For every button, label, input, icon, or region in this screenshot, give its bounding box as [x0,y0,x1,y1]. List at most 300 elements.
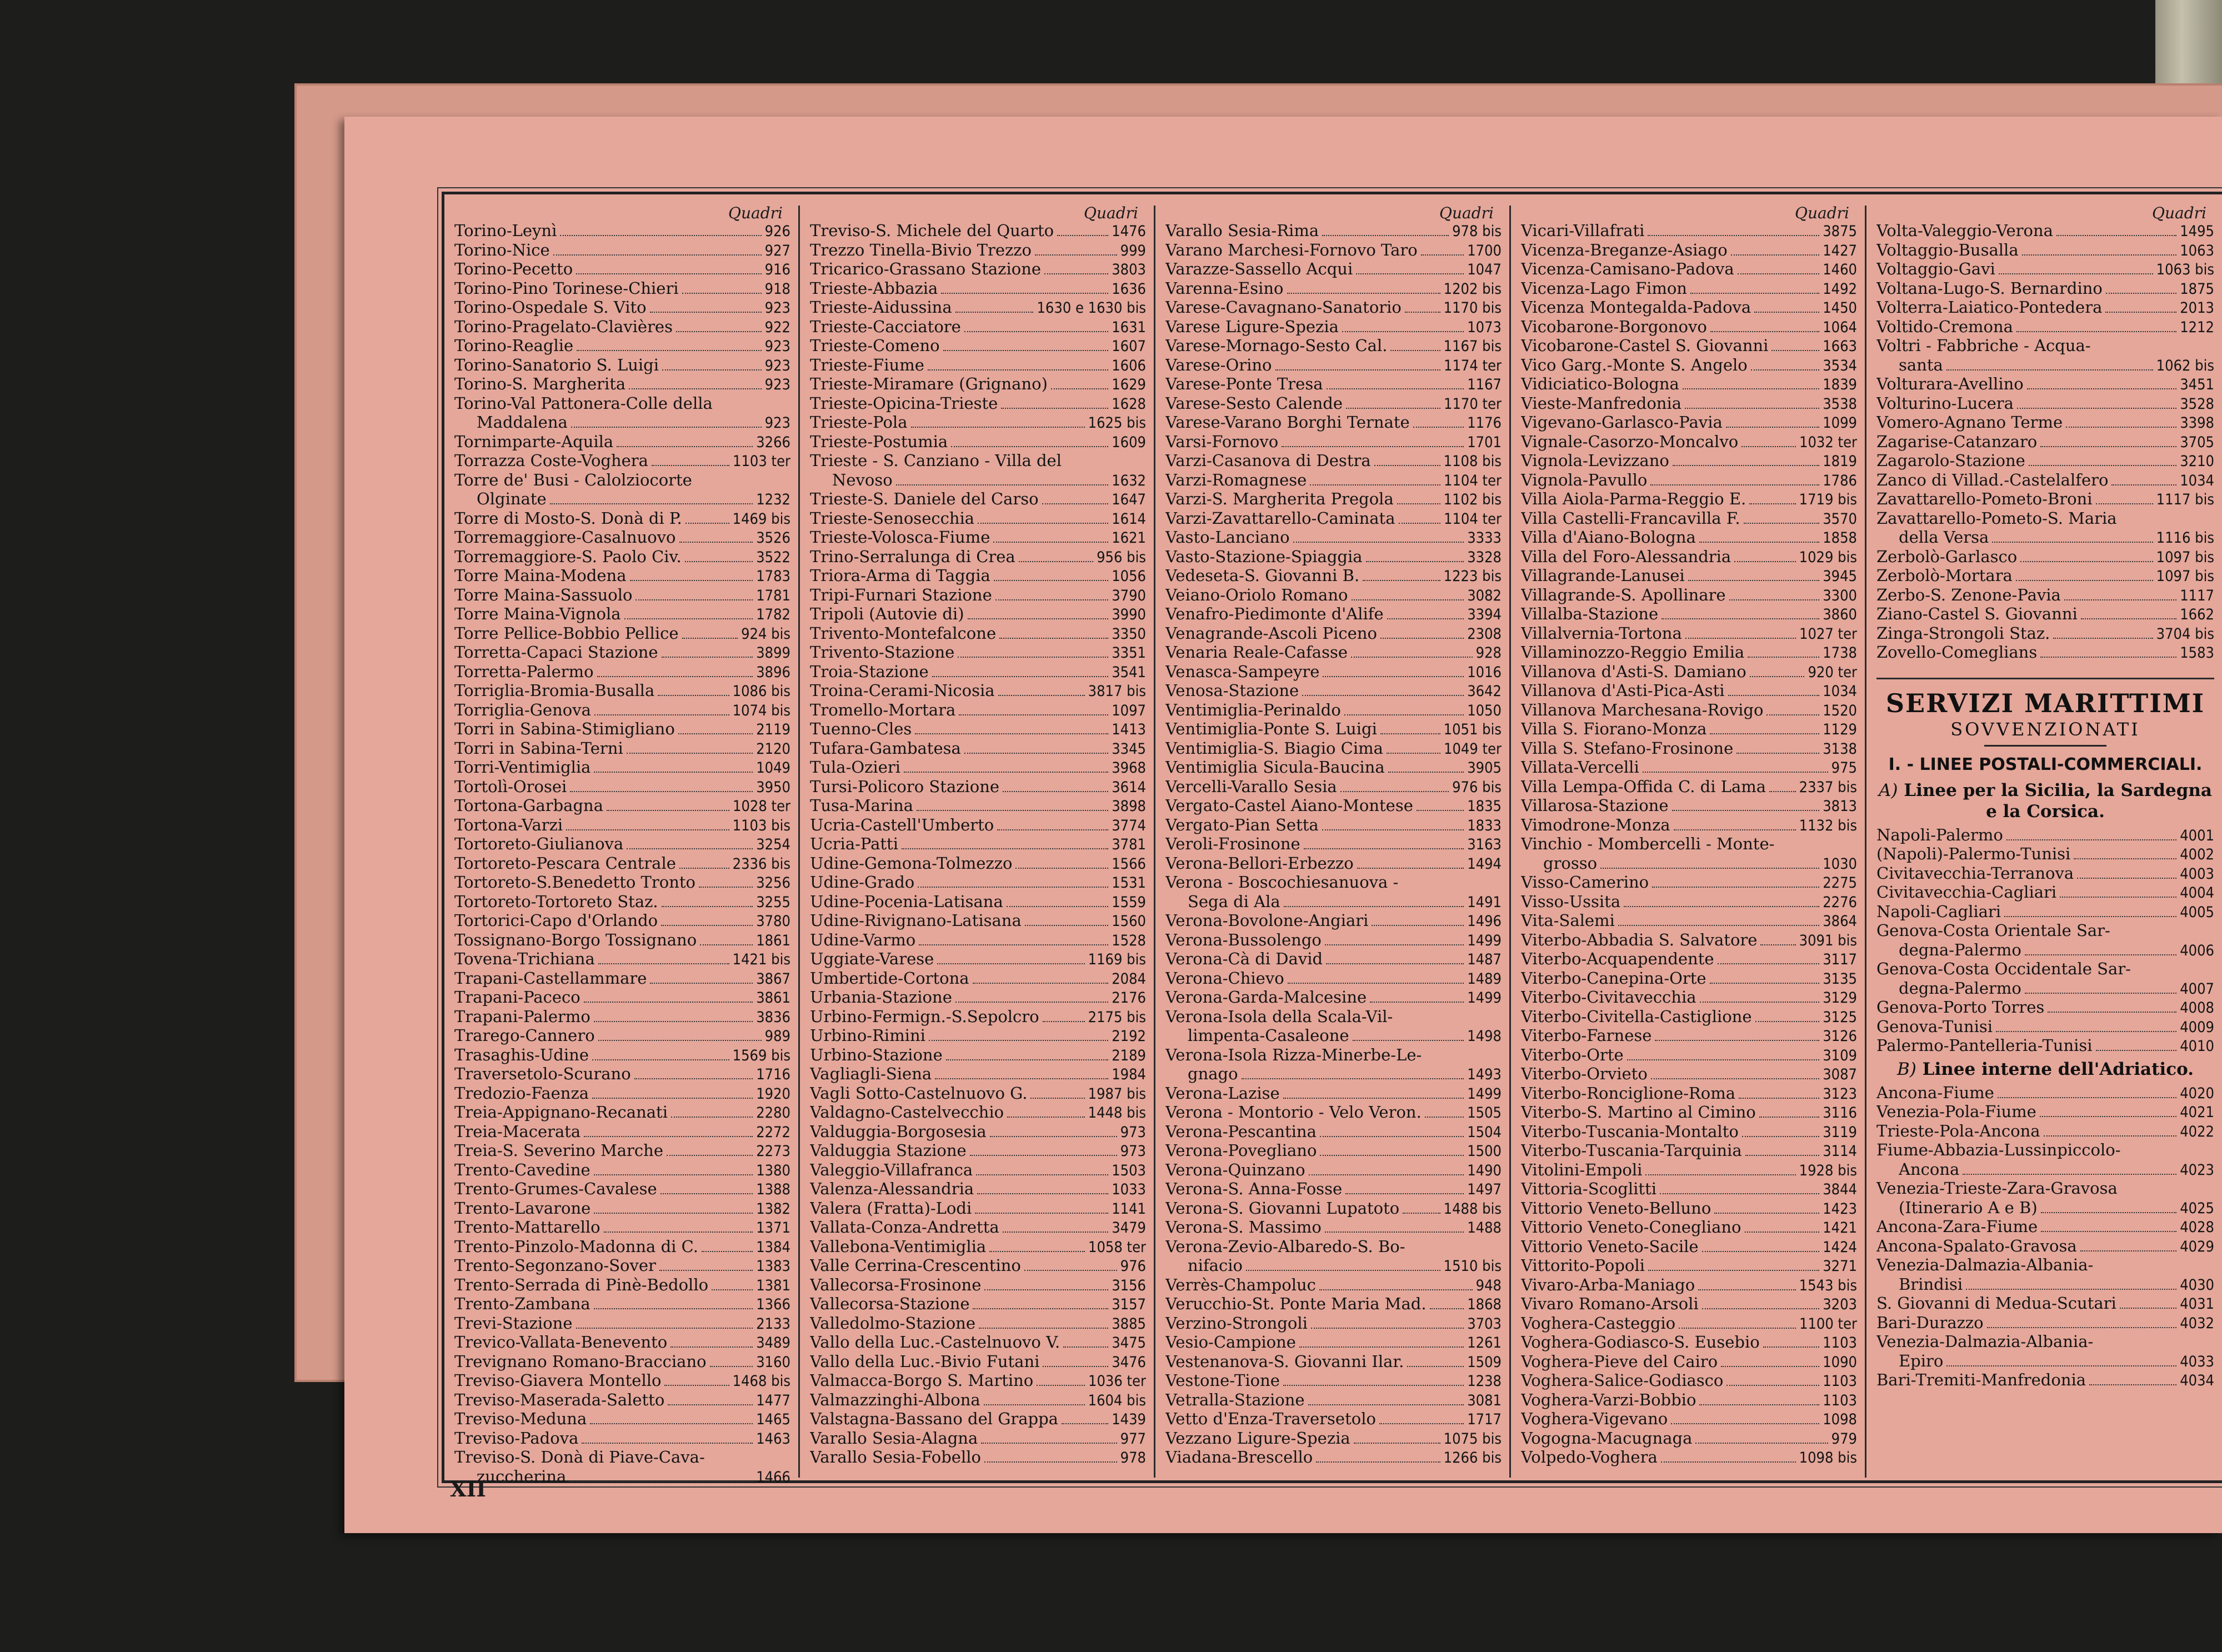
entry-name: Torre di Mosto-S. Donà di P. [454,508,682,528]
entry-number: 3117 [1823,951,1857,968]
entry-number: 1819 [1823,453,1857,470]
entry-number: 1170 bis [1443,299,1502,317]
page-number: XII [450,1476,487,1501]
leader-dots [1600,868,1819,869]
leader-dots [2056,235,2176,236]
entry-number: 4023 [2180,1161,2214,1179]
index-entry [1876,298,2214,317]
entry-number: 1170 ter [1444,395,1502,413]
entry-number: 3867 [756,970,790,988]
leader-dots [2017,408,2176,409]
entry-name: Sega di Ala [1188,892,1280,911]
leader-dots [1726,427,1819,428]
entry-name: Verona - Montorio - Velo Veron. [1165,1103,1422,1122]
leader-dots [1655,1040,1819,1041]
entry-name: Voghera-Pieve del Cairo [1521,1351,1718,1371]
leader-dots [1325,944,1464,945]
row-list [454,221,790,1486]
index-entry [1876,470,2214,490]
entry-name: Valeggio-Villafranca [810,1160,973,1179]
entry-name: Varenna-Esino [1165,278,1284,298]
leader-dots [682,638,738,639]
leader-dots [2053,638,2153,639]
entry-name: Voltana-Lugo-S. Bernardino [1876,278,2103,298]
leader-dots [1380,638,1464,639]
leader-dots [550,503,753,504]
entry-number: 1858 [1823,529,1857,547]
index-entry [810,604,1146,624]
index-entry [1876,998,2214,1017]
entry-number: 956 bis [1097,548,1146,566]
entry-name: Tredozio-Faenza [454,1083,589,1103]
leader-dots [1288,983,1464,984]
index-entry [1876,979,2214,998]
index-entry [1521,509,1857,528]
entry-number: 3836 [756,1008,790,1026]
index-entry [810,356,1146,375]
entry-number: 4030 [2180,1276,2214,1294]
entry-number: 1509 [1467,1353,1502,1371]
index-entry [454,1007,790,1027]
entry-name: Villa d'Aiano-Bologna [1521,528,1696,547]
leader-dots [1643,772,1828,773]
index-entry [1521,1429,1857,1448]
entry-name: Vivaro Romano-Arsoli [1521,1294,1699,1313]
index-entry [1521,1160,1857,1180]
entry-name: Trento-Serrada di Pinè-Bedollo [454,1275,709,1294]
entry-name: Treviso-Meduna [454,1409,587,1428]
entry-number: 1719 bis [1799,491,1857,508]
leader-dots [2064,599,2176,600]
leader-dots [941,293,1108,294]
leader-dots [1759,1117,1819,1118]
entry-number: 1490 [1467,1162,1502,1179]
entry-name: Treia-Appignano-Recanati [454,1103,668,1122]
entry-number: 1383 [756,1258,790,1275]
index-entry [1521,298,1857,317]
entry-name: Vignola-Pavullo [1521,470,1648,489]
leader-dots [1372,925,1464,926]
index-entry [1521,988,1857,1007]
index-entry [1165,1333,1502,1352]
index-entry [454,700,790,720]
leader-dots [1015,868,1108,869]
index-entry [1165,700,1502,720]
leader-dots [660,1193,753,1194]
section-heading: I. - LINEE POSTALI-COMMERCIALI. [1888,754,2203,774]
leader-dots [1750,676,1805,677]
entry-number: 1103 [1823,1334,1857,1351]
entry-name: Vittoria-Scoglitti [1521,1179,1657,1198]
entry-number: 3781 [1112,836,1146,853]
entry-name: Viterbo-Canepina-Orte [1521,968,1706,988]
entry-name: Udine-Rivignano-Latisana [810,911,1022,930]
leader-dots [1302,695,1464,696]
entry-name: Valstagna-Bassano del Grappa [810,1409,1058,1428]
entry-number: 1049 [756,759,790,777]
entry-name: Voltaggio-Busalla [1876,240,2019,259]
index-entry [1876,317,2214,337]
leader-dots [594,1213,753,1214]
leader-dots [629,388,761,389]
entry-name: zuccherina [477,1466,567,1486]
entry-number: 3968 [1112,759,1146,777]
leader-dots [2106,293,2176,294]
entry-number: 1371 [756,1219,790,1237]
leader-dots [2105,312,2176,313]
entry-number: 3774 [1112,817,1146,834]
index-entry [1521,336,1857,356]
leader-dots [1304,848,1464,849]
index-entry [454,394,790,413]
index-entry [1876,1351,2214,1371]
entry-name: Trento-Grumes-Cavalese [454,1179,657,1198]
entry-number: 1261 [1467,1334,1502,1351]
entry-name: Vinchio - Mombercelli - Monte- [1521,834,1775,853]
entry-name: Vittorio Veneto-Conegliano [1521,1218,1741,1237]
entry-name: Torino-Pino Torinese-Chieri [454,278,679,298]
index-entry [1876,604,2214,624]
entry-name: nifacio [1188,1256,1243,1275]
entry-name: Civitavecchia-Terranova [1876,863,2074,883]
entry-name: Urbino-Stazione [810,1045,943,1064]
index-entry [454,1333,790,1352]
entry-number: 922 [764,318,790,336]
entry-number: 3398 [2180,414,2214,432]
leader-dots [1387,753,1440,754]
entry-number: 4003 [2180,865,2214,883]
entry-name: Trieste-Miramare (Grignano) [810,374,1048,393]
leader-dots [1283,1385,1464,1386]
leader-dots [584,1136,753,1137]
entry-name: Torre Pellice-Bobbio Pellice [454,623,679,643]
entry-name: Zagarise-Catanzaro [1876,432,2038,451]
index-entry [1521,1371,1857,1390]
index-entry [454,451,790,470]
entry-number: 1498 [1467,1028,1502,1045]
entry-number: 4007 [2180,980,2214,998]
entry-number: 3950 [756,778,790,796]
index-entry [810,1275,1146,1295]
entry-name: Varese-Sesto Calende [1165,393,1343,413]
entry-name: Venasca-Sampeyre [1165,662,1320,681]
entry-name: Varzi-Casanova di Destra [1165,451,1371,470]
entry-name: Verucchio-St. Ponte Maria Mad. [1165,1294,1427,1313]
entry-name: Civitavecchia-Cagliari [1876,883,2057,902]
leader-dots [1721,1366,1819,1367]
entry-number: 1098 [1823,1411,1857,1428]
entry-number: 1103 bis [732,817,790,834]
entry-number: 976 bis [1452,778,1502,796]
leader-dots [712,1289,753,1290]
entry-name: della Versa [1899,528,1989,547]
index-entry [810,854,1146,873]
entry-name: Valera (Fratta)-Lodi [810,1198,972,1218]
index-entry [1521,815,1857,835]
group-b-title: Linee interne dell'Adriatico. [1922,1059,2194,1079]
index-entry [1876,241,2214,260]
leader-dots [979,1328,1108,1329]
index-entry [1876,451,2214,470]
leader-dots [1326,963,1464,964]
leader-dots [975,1213,1108,1214]
entry-name: Tortona-Garbagna [454,796,603,815]
leader-dots [598,1040,762,1041]
column-header: Quadri [1084,204,1138,222]
entry-name: Ucria-Patti [810,834,898,853]
index-entry [810,1448,1146,1467]
leader-dots [1308,1404,1464,1405]
index-entry [810,221,1146,241]
leader-dots [1003,791,1108,792]
leader-dots [671,1117,753,1118]
entry-name: Viterbo-S. Martino al Cimino [1521,1103,1756,1122]
index-entry [454,1064,790,1084]
entry-name: Verona-Lazise [1165,1083,1280,1103]
entry-number: 2272 [756,1123,790,1141]
entry-number: 1169 bis [1088,951,1146,968]
entry-name: Trasaghis-Udine [454,1045,589,1064]
entry-name: Trieste-Pola-Ancona [1876,1121,2040,1140]
leader-dots [1319,1289,1473,1290]
entry-name: Tula-Ozieri [810,758,901,777]
index-entry [1165,298,1502,317]
index-column-1 [444,204,800,1486]
leader-dots [1745,1155,1820,1156]
entry-name: Tortoreto-S.Benedetto Tronto [454,873,695,892]
entry-name: Ancona-Fiume [1876,1083,1994,1102]
leader-dots [627,848,753,849]
index-entry [810,1390,1146,1410]
entry-name: Valmacca-Borgo S. Martino [810,1371,1034,1390]
leader-dots [928,369,1108,371]
leader-dots [1683,388,1819,389]
leader-dots [634,1078,753,1079]
index-entry [454,624,790,643]
index-entry [1165,1275,1502,1295]
entry-name: Trieste-S. Daniele del Carso [810,489,1039,508]
entry-number: 1448 bis [1088,1104,1146,1122]
entry-name: Venaria Reale-Cafasse [1165,643,1348,662]
entry-name: Zovello-Comeglians [1876,643,2038,662]
entry-name: Valdagno-Castelvecchio [810,1103,1004,1122]
entry-number: 4005 [2180,903,2214,921]
entry-number: 3156 [1112,1276,1146,1294]
entry-number: 2273 [756,1143,790,1160]
leader-dots [2060,897,2176,898]
entry-name: Verona-Zevio-Albaredo-S. Bo- [1165,1237,1405,1256]
entry-number: 1477 [756,1391,790,1409]
entry-name: Volterra-Laiatico-Pontedera [1876,298,2103,317]
entry-number: 918 [764,280,790,298]
index-entry [1521,681,1857,700]
entry-number: 3526 [756,529,790,547]
index-entry [1521,1390,1857,1410]
entry-name: Vicenza-Lago Fimon [1521,278,1687,298]
entry-number: 3896 [756,663,790,681]
index-entry [1876,1083,2214,1103]
entry-number: 2176 [1112,989,1146,1007]
leader-dots [679,868,729,869]
leader-dots [1397,503,1440,504]
leader-dots [999,638,1108,639]
entry-number: 3813 [1823,798,1857,815]
index-entry [1521,949,1857,969]
leader-dots [968,618,1109,619]
entry-name: Varano Marchesi-Fornovo Taro [1165,240,1418,259]
row-list [1165,221,1502,1467]
entry-name: Tovena-Trichiana [454,949,595,968]
entry-number: 3087 [1823,1066,1857,1083]
entry-number: 2120 [756,740,790,758]
index-entry [1521,1314,1857,1333]
index-entry [810,1371,1146,1390]
leader-dots [1763,1346,1819,1348]
leader-dots [935,1078,1108,1079]
entry-number: 920 ter [1808,663,1857,681]
index-entry [1521,489,1857,509]
entry-name: Verona-Garda-Malcesine [1165,988,1367,1007]
index-entry [1521,1237,1857,1256]
leader-dots [1311,1328,1464,1329]
entry-number: 979 [1831,1430,1857,1448]
index-entry [454,1160,790,1180]
index-entry [454,834,790,854]
leader-dots [1370,1002,1464,1003]
entry-name: Voghera-Salice-Godiasco [1521,1371,1724,1390]
index-entry [1876,959,2214,979]
entry-name: Volturara-Avellino [1876,374,2024,393]
entry-name: Valenza-Alessandria [810,1179,974,1198]
index-entry [1521,911,1857,930]
leader-dots [1417,810,1464,811]
entry-number: 1510 bis [1443,1258,1502,1275]
entry-number: 3254 [756,836,790,853]
entry-name: Olginate [477,489,547,508]
entry-name: Vigevano-Garlasco-Pavia [1521,413,1723,432]
entry-name: Treviso-S. Michele del Quarto [810,221,1054,240]
index-entry [810,1026,1146,1045]
entry-name: Zerbo-S. Zenone-Pavia [1876,585,2061,604]
entry-name: Treia-Macerata [454,1122,581,1141]
index-entry [1521,528,1857,547]
leader-dots [958,657,1108,658]
leader-dots [1353,1040,1464,1041]
entry-name: Verona-Isola Rizza-Minerbe-Le- [1165,1045,1422,1064]
index-entry [454,604,790,624]
entry-name: Villaminozzo-Reggio Emilia [1521,643,1745,662]
index-entry [1165,1045,1502,1065]
leader-dots [1987,1327,2177,1328]
leader-dots [984,1461,1117,1463]
entry-name: degna-Palermo [1899,940,2021,959]
entry-name: Torremaggiore-S. Paolo Civ. [454,547,682,566]
index-entry [810,1199,1146,1218]
entry-name: Treviso-Maserada-Saletto [454,1390,665,1409]
index-entry [454,1218,790,1237]
entry-name: Trieste - S. Canziano - Villa del [810,451,1062,470]
index-entry [454,1275,790,1295]
leader-dots [1627,1059,1820,1060]
index-entry [810,1103,1146,1122]
index-entry [1521,317,1857,337]
leader-dots [1283,1098,1464,1099]
index-entry [1876,883,2214,902]
entry-number: 948 [1475,1276,1502,1294]
maritime-services-section [1876,678,2214,1390]
entry-number: 1212 [2180,318,2214,336]
leader-dots [702,1251,753,1252]
entry-number: 1468 bis [732,1373,790,1390]
entry-name: Trento-Cavedine [454,1160,590,1179]
entry-number: 3614 [1112,778,1146,796]
entry-name: Vicenza-Breganze-Asiago [1521,240,1728,259]
leader-dots [1648,1270,1819,1271]
index-entry [810,259,1146,279]
entry-number: 1238 [1467,1373,1502,1390]
entry-name: S. Giovanni di Medua-Scutari [1876,1294,2116,1313]
entry-number: 2175 bis [1088,1008,1146,1026]
entry-number: 4004 [2180,884,2214,902]
entry-number: 1488 [1467,1219,1502,1237]
entry-number: 3860 [1823,606,1857,623]
entry-name: Palermo-Pantelleria-Tunisi [1876,1036,2093,1055]
entry-name: Ancona-Zara-Fiume [1876,1217,2038,1236]
leader-dots [607,810,729,811]
entry-name: Torino-Reaglie [454,336,574,355]
entry-number: 4001 [2180,827,2214,844]
entry-name: Trieste-Cacciatore [810,317,961,336]
entry-number: 1097 bis [2156,568,2214,585]
entry-name: Villanova Marchesana-Rovigo [1521,700,1764,719]
index-entry [454,374,790,394]
entry-name: Maddalena [477,413,568,432]
entry-name: Volturino-Lucera [1876,393,2014,413]
entry-name: Veiano-Oriolo Romano [1165,585,1348,604]
entry-number: 1366 [756,1296,790,1313]
leader-dots [566,829,729,830]
index-entry [810,1084,1146,1103]
entry-name: Trino-Serralunga di Crea [810,547,1015,566]
entry-number: 1631 [1112,318,1146,336]
index-entry [1521,969,1857,988]
entry-number: 1500 [1467,1143,1502,1160]
entry-number: 1421 bis [732,951,790,968]
leader-dots [1998,1097,2176,1098]
leader-dots [1736,753,1819,754]
index-entry [1165,1122,1502,1142]
leader-dots [1390,350,1440,351]
entry-name: Vezzano Ligure-Spezia [1165,1428,1350,1448]
leader-dots [2089,1384,2176,1385]
entry-name: Trieste-Comeno [810,336,940,355]
entry-name: Torri in Sabina-Terni [454,738,623,758]
leader-dots [658,695,729,696]
entry-number: 2084 [1112,970,1146,988]
leader-dots [2044,1135,2177,1137]
index-entry [1521,1179,1857,1199]
index-column-3 [1155,206,1511,1478]
leader-dots [1679,1328,1796,1329]
index-entry [1876,1102,2214,1122]
entry-name: Vicenza Montegalda-Padova [1521,298,1751,317]
entry-number: 1499 [1467,932,1502,949]
entry-number: 1103 [1823,1391,1857,1409]
index-entry [1521,585,1857,605]
index-entry [810,1409,1146,1429]
leader-dots [981,1443,1117,1444]
leader-dots [1035,254,1117,256]
